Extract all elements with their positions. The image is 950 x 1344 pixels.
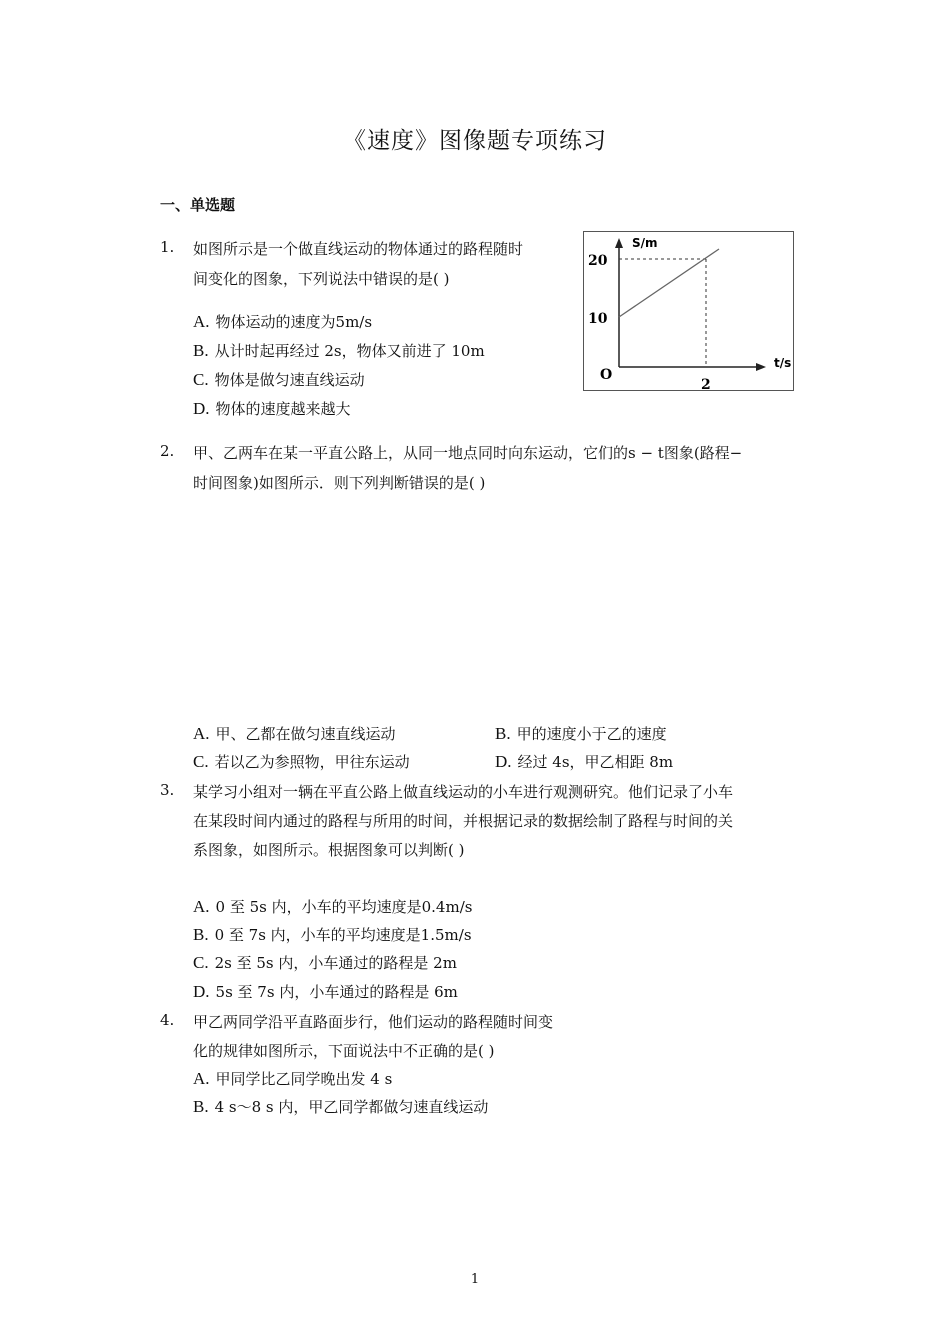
option-letter: C. — [193, 953, 209, 972]
x-tick-2: 2 — [701, 377, 711, 390]
question-3-line-2: 在某段时间内通过的路程与所用的时间，并根据记录的数据绘制了路程与时间的关 — [193, 812, 734, 830]
option-letter: A. — [193, 1069, 210, 1088]
question-3-number: 3. — [160, 781, 175, 799]
option-text: 物体是做匀速直线运动 — [214, 371, 365, 389]
y-axis-label: S/m — [632, 236, 658, 250]
option-text: 甲的速度小于乙的速度 — [516, 725, 667, 743]
question-2-option-a[interactable] — [193, 723, 396, 744]
option-letter: A. — [193, 312, 210, 331]
question-4-line-2: 化的规律如图所示，下面说法中不正确的是( ) — [193, 1042, 495, 1060]
question-3-option-c[interactable] — [193, 952, 457, 973]
section-heading: 一、单选题 — [160, 196, 236, 214]
question-3-option-a[interactable] — [193, 896, 472, 917]
option-letter: D. — [193, 399, 210, 418]
question-2-option-d[interactable] — [495, 751, 673, 772]
question-3-line-1: 某学习小组对一辆在平直公路上做直线运动的小车进行观测研究。他们记录了小车 — [193, 783, 734, 801]
question-3-option-b[interactable] — [193, 924, 472, 945]
question-1-option-c[interactable] — [193, 369, 365, 390]
question-2-figure-placeholder — [193, 500, 793, 710]
question-2-number: 2. — [160, 442, 175, 460]
option-text: 若以乙为参照物，甲往东运动 — [214, 753, 410, 771]
question-4-option-a[interactable] — [193, 1068, 392, 1089]
option-letter: D. — [193, 982, 210, 1001]
question-2-option-b[interactable] — [495, 723, 667, 744]
question-4-option-b[interactable] — [193, 1096, 488, 1117]
option-text: 从计时起再经过 2s，物体又前进了 10m — [214, 342, 485, 360]
x-axis-arrow-icon — [756, 363, 766, 371]
option-text: 5s 至 7s 内，小车通过的路程是 6m — [215, 983, 458, 1001]
question-2-line-1: 甲、乙两车在某一平直公路上，从同一地点同时向东运动，它们的s − t图象(路程− — [193, 444, 743, 462]
option-text: 0 至 7s 内，小车的平均速度是1.5m/s — [214, 926, 472, 944]
question-2-line-2: 时间图象)如图所示．则下列判断错误的是( ) — [193, 474, 486, 492]
option-letter: A. — [193, 724, 210, 743]
option-text: 2s 至 5s 内，小车通过的路程是 2m — [214, 954, 457, 972]
option-text: 0 至 5s 内，小车的平均速度是0.4m/s — [215, 898, 473, 916]
question-2-option-c[interactable] — [193, 751, 410, 772]
option-letter: A. — [193, 897, 210, 916]
option-letter: C. — [193, 370, 209, 389]
figure-1-st-graph — [583, 231, 794, 391]
option-letter: B. — [495, 724, 511, 743]
question-1-number: 1. — [160, 238, 175, 256]
option-letter: D. — [495, 752, 512, 771]
option-text: 4 s～8 s 内，甲乙同学都做匀速直线运动 — [214, 1098, 489, 1116]
option-text: 物体的速度越来越大 — [215, 400, 351, 418]
question-3-line-3: 系图象，如图所示。根据图象可以判断( ) — [193, 841, 465, 859]
y-tick-20: 20 — [588, 253, 608, 269]
option-text: 物体运动的速度为5m/s — [215, 313, 373, 331]
page-title: 《速度》图像题专项练习 — [343, 128, 607, 154]
figure-1-svg — [584, 232, 793, 390]
origin-label: O — [600, 367, 613, 383]
question-1-line-1: 如图所示是一个做直线运动的物体通过的路程随时 — [193, 240, 524, 258]
y-tick-10: 10 — [588, 311, 608, 327]
option-letter: B. — [193, 925, 209, 944]
option-letter: C. — [193, 752, 209, 771]
question-4-number: 4. — [160, 1011, 175, 1029]
question-4-line-1: 甲乙两同学沿平直路面步行，他们运动的路程随时间变 — [193, 1013, 554, 1031]
question-1-option-d[interactable] — [193, 398, 351, 419]
option-text: 甲同学比乙同学晚出发 4 s — [215, 1070, 393, 1088]
question-1-line-2: 间变化的图象，下列说法中错误的是( ) — [193, 270, 450, 288]
option-text: 经过 4s，甲乙相距 8m — [517, 753, 674, 771]
page-number: 1 — [470, 1272, 480, 1287]
question-1-option-a[interactable] — [193, 311, 372, 332]
y-axis-arrow-icon — [615, 238, 623, 248]
x-axis-label: t/s — [774, 356, 792, 370]
question-3-option-d[interactable] — [193, 981, 458, 1002]
question-1-option-b[interactable] — [193, 340, 485, 361]
option-text: 甲、乙都在做匀速直线运动 — [215, 725, 396, 743]
option-letter: B. — [193, 1097, 209, 1116]
option-letter: B. — [193, 341, 209, 360]
